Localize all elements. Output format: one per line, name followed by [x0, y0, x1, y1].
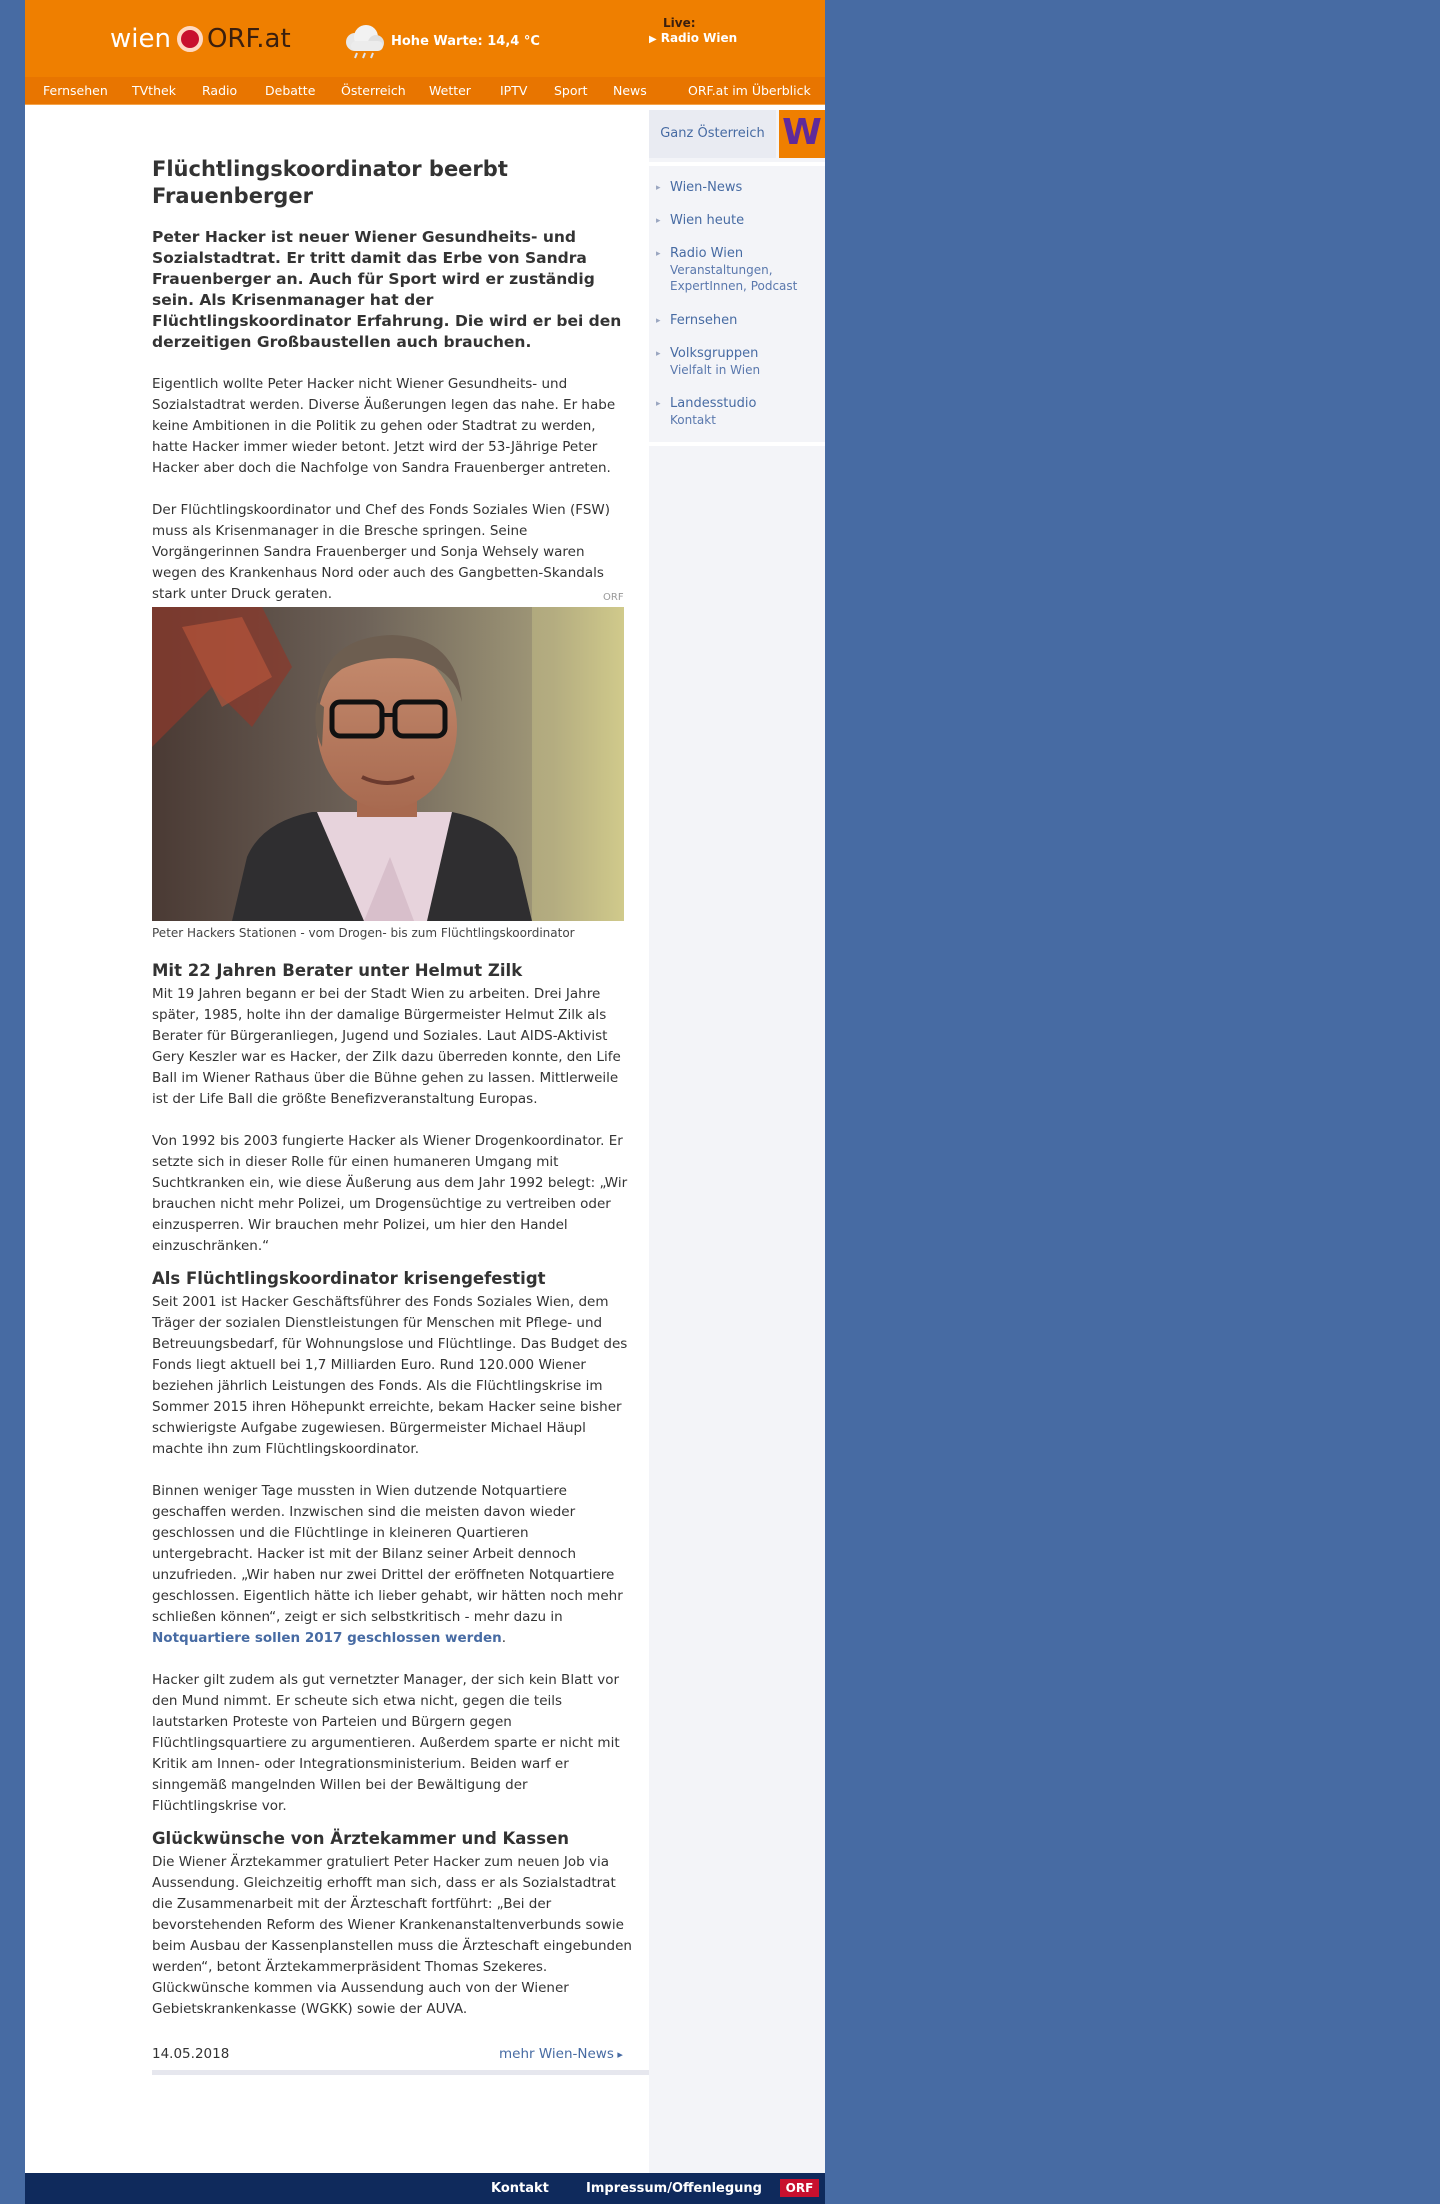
- more-wien-news-link[interactable]: mehr Wien-News ▸: [499, 2046, 623, 2062]
- cloud-rain-icon: [341, 22, 387, 60]
- weather-widget[interactable]: [341, 22, 540, 60]
- article-paragraph: Mit 19 Jahren begann er bei der Stadt Wien zu arbeiten. Drei Jahre später, 1985, holte ihn der damalige Bürgermeister Helmut Zilk als Berater für Bürgeranliegen, Jugend und Soziales. Laut AIDS-Aktivist Gery Keszler war es Hacker, der Zilk dazu überreden konnte, den Life Ball im Wiener Rathaus über die Bühne gehen zu lassen. Mittlerweile ist der Life Ball die größte Benefizveranstaltung Europas.: [152, 986, 621, 1107]
- article-continued: [152, 960, 654, 2020]
- nav-item-oesterreich[interactable]: Österreich: [341, 83, 406, 98]
- article-paragraph: Eigentlich wollte Peter Hacker nicht Wiener Gesundheits- und Sozialstadtrat werden. Diverse Äußerungen legen das nahe. Er habe keine Ambitionen in die Politik zu gehen oder Stadtrat zu werden, hatte Hacker immer wieder betont. Jetzt wird der 53-Jährige Peter Hacker aber doch die Nachfolge von Sandra Frauenberger antreten.: [152, 376, 616, 476]
- live-radio[interactable]: [649, 16, 737, 47]
- logo-orf-text: ORF.at: [206, 24, 291, 54]
- sidebar-item-label: Volksgruppen: [670, 346, 759, 361]
- paragraph-text: Binnen weniger Tage mussten in Wien dutzende Notquartiere geschaffen werden. Inzwischen sind die meisten davon wieder geschlossen und die Flüchtlinge in kleineren Quartieren untergebracht. Hacker ist mit der Bilanz seiner Arbeit dennoch unzufrieden. „Wir haben nur zwei Drittel der eröffneten Notquartiere geschlossen. Eigentlich hätte ich lieber gehabt, wir hätten noch mehr schließen können“, zeigt er sich selbstkritisch - mehr dazu in: [152, 1483, 623, 1625]
- nav-item-overview[interactable]: ORF.at im Überblick: [688, 83, 811, 98]
- sidebar-item-label: Landesstudio: [670, 396, 757, 411]
- sidebar-menu: [649, 162, 825, 446]
- sidebar-item-sub: Kontakt: [670, 413, 716, 427]
- sidebar-item-radio-wien[interactable]: [670, 246, 825, 294]
- article-paragraph: Die Wiener Ärztekammer gratuliert Peter Hacker zum neuen Job via Aussendung. Gleichzeitig erhofft man sich, dass er als Sozialstadtrat die Zusammenarbeit mit der Ärzteschaft fortführt: „Bei der bevorstehenden Reform des Wiener Krankenanstaltenverbunds sowie beim Ausbau der Kassenplanstellen muss die Ärzteschaft eingebunden werden“, betont Ärztekammerpräsident Thomas Szekeres. Glückwünsche kommen via Aussendung auch von der Wiener Gebietskrankenkasse (WGKK) sowie der AUVA.: [152, 1854, 632, 2017]
- article-paragraph: Binnen weniger Tage mussten in Wien dutzende Notquartiere geschaffen werden. Inzwischen sind die meisten davon wieder geschlossen und die Flüchtlinge in kleineren Quartieren untergebracht. Hacker ist mit der Bilanz seiner Arbeit dennoch unzufrieden. „Wir haben nur zwei Drittel der eröffneten Notquartiere geschlossen. Eigentlich hätte ich lieber gehabt, wir hätten noch mehr schließen können“, zeigt er sich selbstkritisch - mehr dazu in Notquartiere sollen 2017 geschlossen werden.: [152, 1483, 623, 1646]
- orf-eye-icon: [177, 26, 203, 52]
- article-divider: [152, 2070, 654, 2075]
- article-paragraph: Hacker gilt zudem als gut vernetzter Manager, der sich kein Blatt vor den Mund nimmt. Er scheute sich etwa nicht, gegen die teils lautstarken Proteste von Parteien und Bürgern gegen Flüchtlingsquartiere zu argumentieren. Außerdem sparte er nicht mit Kritik am Innen- oder Integrationsministerium. Beiden warf er sinngemäß mangelnden Willen bei der Bewältigung der Flüchtlingskrise vor.: [152, 1672, 620, 1814]
- section-heading: Glückwünsche von Ärztekammer und Kassen: [152, 1829, 570, 1848]
- sidebar-item-wien-heute[interactable]: [670, 213, 744, 229]
- nav-item-tvthek[interactable]: TVthek: [132, 83, 176, 98]
- sidebar-item-fernsehen[interactable]: [670, 313, 737, 329]
- sidebar-item-sub: Veranstaltungen, ExpertInnen, Podcast: [670, 263, 798, 293]
- nav-item-debatte[interactable]: Debatte: [265, 83, 316, 98]
- wien-w-logo-icon: W: [782, 112, 822, 153]
- sidebar-item-landesstudio[interactable]: [670, 396, 756, 428]
- sidebar-item-sub: Vielfalt in Wien: [670, 363, 761, 377]
- nav-item-fernsehen[interactable]: Fernsehen: [43, 83, 108, 98]
- nav-item-news[interactable]: News: [613, 83, 647, 98]
- photo-caption: Peter Hackers Stationen - vom Drogen- bis zum Flüchtlingskoordinator: [152, 926, 575, 940]
- sidebar: [649, 110, 825, 2173]
- nav-item-radio[interactable]: Radio: [202, 83, 238, 98]
- portrait-image: [152, 607, 624, 921]
- sidebar-ganz-oesterreich-link[interactable]: Ganz Österreich: [649, 110, 776, 158]
- sidebar-item-label: Radio Wien: [670, 246, 744, 261]
- sidebar-item-label: Fernsehen: [670, 313, 738, 328]
- article-title: Flüchtlingskoordinator beerbt Frauenberger: [152, 157, 508, 208]
- nav-item-iptv[interactable]: IPTV: [500, 83, 528, 98]
- sidebar-item-wien-news[interactable]: [670, 180, 742, 196]
- article-paragraph: Seit 2001 ist Hacker Geschäftsführer des Fonds Soziales Wien, dem Träger der sozialen Dienstleistungen für Menschen mit Pflege- und Betreuungsbedarf, für Wohnungslose und Flüchtlinge. Das Budget des Fonds liegt aktuell bei 1,7 Milliarden Euro. Rund 120.000 Wiener beziehen jährlich Leistungen des Fonds. Als die Flüchtlingskrise im Sommer 2015 ihren Höhepunkt erreichte, bekam Hacker seine bisher schwierigste Aufgabe zugewiesen. Bürgermeister Michael Häupl machte ihn zum Flüchtlingskoordinator.: [152, 1294, 628, 1457]
- weather-text: Hohe Warte: 14,4 °C: [391, 33, 540, 49]
- footer-impressum-link[interactable]: Impressum/Offenlegung: [586, 2181, 762, 2196]
- main-nav: [25, 77, 825, 105]
- article-lead: Peter Hacker ist neuer Wiener Gesundheits- und Sozialstadtrat. Er tritt damit das Erbe von Sandra Frauenberger an. Auch für Sport wird er zuständig sein. Als Krisenmanager hat der Flüchtlingskoordinator Erfahrung. Die wird er bei den derzeitigen Großbaustellen auch brauchen.: [152, 228, 622, 351]
- footer-kontakt-link[interactable]: Kontakt: [491, 2181, 549, 2196]
- sidebar-item-label: Wien heute: [670, 213, 745, 228]
- page-container: [25, 0, 825, 2204]
- section-heading: Als Flüchtlingskoordinator krisengefestigt: [152, 1269, 546, 1288]
- related-article-link[interactable]: Notquartiere sollen 2017 geschlossen werden: [152, 1630, 502, 1646]
- nav-item-wetter[interactable]: Wetter: [429, 83, 471, 98]
- live-station-link[interactable]: ▶ Radio Wien: [649, 31, 737, 47]
- site-footer: [25, 2173, 825, 2204]
- site-logo[interactable]: [110, 22, 291, 56]
- article-photo[interactable]: [152, 607, 624, 921]
- site-header: [25, 0, 825, 77]
- sidebar-item-label: Wien-News: [670, 180, 743, 195]
- logo-wien-text: wien: [110, 24, 171, 54]
- live-label: Live:: [663, 16, 696, 30]
- article-date: 14.05.2018: [152, 2046, 230, 2062]
- article-paragraph: Der Flüchtlingskoordinator und Chef des Fonds Soziales Wien (FSW) muss als Krisenmanager in die Bresche springen. Seine Vorgängerinnen Sandra Frauenberger und Sonja Wehsely waren wegen des Krankenhaus Nord oder auch des Gangbetten-Skandals stark unter Druck geraten.: [152, 502, 611, 602]
- wien-badge[interactable]: [779, 110, 825, 158]
- section-heading: Mit 22 Jahren Berater unter Helmut Zilk: [152, 961, 523, 980]
- article-paragraph: Von 1992 bis 2003 fungierte Hacker als Wiener Drogenkoordinator. Er setzte sich in dieser Rolle für einen humaneren Umgang mit Suchtkranken ein, wie diese Äußerung aus dem Jahr 1992 belegt: „Wir brauchen nicht mehr Polizei, um Drogensüchtige zu vertreiben oder einzusperren. Wir brauchen mehr Polizei, um hier den Handel einzuschränken.“: [152, 1133, 628, 1254]
- sidebar-item-volksgruppen[interactable]: [670, 346, 760, 378]
- orf-footer-logo[interactable]: ORF: [780, 2179, 819, 2197]
- photo-credit: ORF: [603, 592, 624, 603]
- article: [152, 150, 654, 605]
- nav-item-sport[interactable]: Sport: [554, 83, 588, 98]
